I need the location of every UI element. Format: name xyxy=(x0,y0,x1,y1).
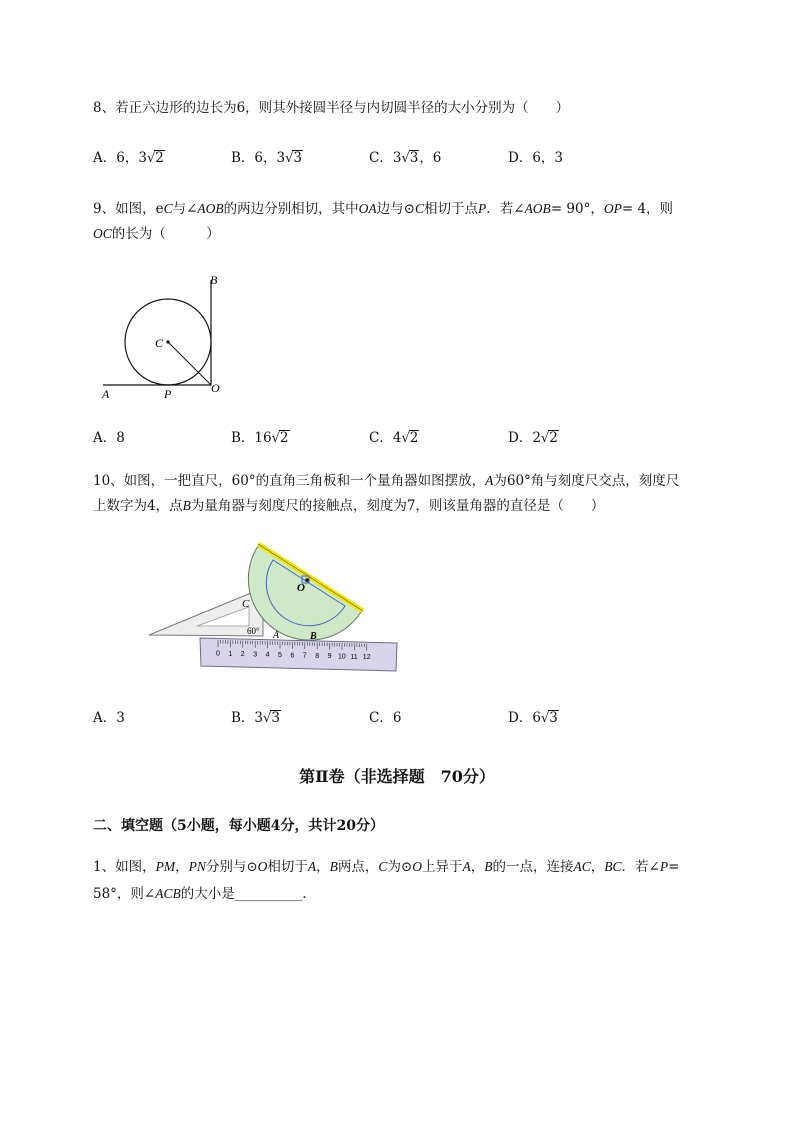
f1-pm: PM xyxy=(155,859,176,874)
q9-option-d[interactable]: D．2√2 xyxy=(508,430,558,446)
q8-option-a-label: A．6，3 xyxy=(93,150,147,166)
q9-option-b-label: B． xyxy=(231,430,255,446)
q10-t2: A xyxy=(485,473,494,488)
q9-option-c-radicand: 2 xyxy=(409,430,419,446)
f1-d: 相切于 xyxy=(267,859,308,875)
q9-option-c-label: C． xyxy=(369,430,393,446)
q10-option-a-label: A．3 xyxy=(93,710,125,726)
q8-option-d-label: D．6，3 xyxy=(508,150,564,166)
f1-i: ， xyxy=(470,859,485,875)
f1-B2: B xyxy=(484,859,493,874)
q9-t10: 相切于点 xyxy=(424,201,478,217)
f1-k: ， xyxy=(590,859,605,875)
ruler-tick-label: 7 xyxy=(302,652,307,660)
q9-t13: AOB xyxy=(524,201,551,216)
f1-acb: ACB xyxy=(155,886,181,901)
q9-option-b[interactable]: B．16√2 xyxy=(231,430,289,446)
ruler-tick-label: 9 xyxy=(327,653,332,661)
q9-t8: 边与⊙ xyxy=(376,201,415,217)
f1-A: A xyxy=(307,859,317,874)
ruler-tick-label: 3 xyxy=(253,651,258,659)
q8-option-c[interactable]: C．3√3，6 xyxy=(369,150,442,166)
q10-label-o: O xyxy=(297,582,305,594)
ruler-tick-label: 11 xyxy=(350,653,358,661)
q10-option-d[interactable]: D．6√3 xyxy=(508,710,558,726)
q8-option-c-radicand: 3 xyxy=(409,150,419,166)
q9-label-b: B xyxy=(210,273,218,287)
q9-t15: OP xyxy=(603,201,622,216)
q10-t6: 为量角器与刻度尺的接触点，刻度为7，则该量角器的直径是（ ） xyxy=(190,498,605,514)
q9-option-d-radicand: 2 xyxy=(549,430,558,446)
q9-t3: C xyxy=(163,201,173,216)
q8-number: 8 xyxy=(93,100,102,116)
q9-t6: 的两边分别相切，其中 xyxy=(223,201,359,217)
q9-label-p: P xyxy=(164,387,172,401)
section-title: 第Ⅱ卷（非选择题 70分） xyxy=(299,767,495,786)
q9-t1: 9、如图， xyxy=(93,201,156,217)
f1-bc: BC xyxy=(604,859,622,874)
f1-l2a: 58°，则∠ xyxy=(93,886,156,902)
q9-option-a-label: A．8 xyxy=(93,430,125,446)
q9-option-c-coef: 4 xyxy=(392,430,402,446)
f1-answer-blank[interactable]: 的大小是__________. xyxy=(180,886,307,902)
f1-C: C xyxy=(378,859,388,874)
f1-l: ．若∠ xyxy=(621,859,660,875)
f1-o2: O xyxy=(412,859,422,874)
f1-e: ， xyxy=(316,859,330,875)
q9-label-a: A xyxy=(102,387,110,401)
f1-m: = xyxy=(668,859,680,875)
ruler-tick-label: 1 xyxy=(228,650,233,658)
f1-h: 上异于 xyxy=(422,859,463,875)
q10-option-c[interactable] xyxy=(369,708,401,728)
ruler-tick-label: 0 xyxy=(216,650,220,658)
fill1-line2 xyxy=(93,884,307,904)
q8-option-a[interactable]: A．6，3√2 xyxy=(93,150,164,166)
q9-stem-line2 xyxy=(93,224,220,244)
f1-f: 两点， xyxy=(337,859,379,875)
q10-label-b: B xyxy=(310,631,317,642)
q9-t2: e xyxy=(155,201,164,217)
ruler-tick-label: 4 xyxy=(265,651,270,659)
q10-label-c: C xyxy=(242,598,250,610)
q9-t9: C xyxy=(414,201,424,216)
q10-option-b-label: B． xyxy=(231,710,255,726)
q10-t4: 上数字为4，点 xyxy=(93,498,183,514)
f1-ac: AC xyxy=(573,859,591,874)
q10-t3: 为60°角与刻度尺交点，刻度尺 xyxy=(493,473,680,489)
ruler-tick-label: 8 xyxy=(315,652,320,660)
q9-oc: OC xyxy=(93,226,112,241)
fill1-line1 xyxy=(93,857,679,877)
q8-stem xyxy=(93,98,569,118)
q10-option-b-coef: 3 xyxy=(254,710,264,726)
q9-option-b-coef: 16 xyxy=(254,430,272,446)
q9-option-c[interactable]: C．4√2 xyxy=(369,430,419,446)
q10-label-a: A xyxy=(273,630,280,641)
q8-option-c-after: ，6 xyxy=(419,150,442,166)
q10-stem-line2 xyxy=(93,496,604,516)
q9-option-d-label: D． xyxy=(508,430,533,446)
f1-P: P xyxy=(659,859,669,874)
q9-center-point xyxy=(166,340,169,343)
q9-t4: 与∠ xyxy=(172,201,198,217)
f1-a: 1、如图， xyxy=(93,859,156,875)
ruler-tick-label: 2 xyxy=(240,651,245,659)
q10-option-d-radicand: 3 xyxy=(549,710,558,726)
q10-option-c-label: C．6 xyxy=(369,710,402,726)
q10-option-d-coef: 6 xyxy=(532,710,541,726)
q9-t14: = 90°， xyxy=(550,201,604,217)
q8-option-c-label: C．3 xyxy=(369,150,402,166)
ruler-tick-label: 12 xyxy=(362,654,371,662)
q10-point-o xyxy=(305,578,309,582)
q10-option-b[interactable]: B．3√3 xyxy=(231,710,280,726)
q10-figure xyxy=(145,540,405,675)
q8-option-a-radicand: 2 xyxy=(155,150,164,166)
q8-option-b-label: B．6，3 xyxy=(231,150,286,166)
f1-o: O xyxy=(257,859,268,874)
q10-label-angle: 60° xyxy=(247,626,260,636)
f1-g: 为⊙ xyxy=(387,859,413,875)
ruler-tick-label: 6 xyxy=(290,652,295,660)
f1-B: B xyxy=(329,859,338,874)
q9-option-a[interactable] xyxy=(93,428,125,448)
q10-stem-line1 xyxy=(93,471,679,491)
f1-b: ， xyxy=(175,859,189,875)
q9-label-c: C xyxy=(155,336,164,350)
q10-t1: 10、如图，一把直尺，60°的直角三角板和一个量角器如图摆放， xyxy=(93,473,486,489)
q9-t16: = 4，则 xyxy=(621,201,674,217)
q9-t11: P xyxy=(478,201,487,216)
q9-label-o: O xyxy=(211,381,220,395)
q9-figure xyxy=(95,270,235,405)
f1-A2: A xyxy=(462,859,471,874)
q8-text: 、若正六边形的边长为6，则其外接圆半径与内切圆半径的大小分别为（ ） xyxy=(101,100,570,116)
ruler-tick-label: 10 xyxy=(338,653,346,661)
q9-t5: AOB xyxy=(197,201,224,216)
q10-option-a[interactable] xyxy=(93,708,125,728)
f1-c: 分别与⊙ xyxy=(205,859,258,875)
q9-line2-text: 的长为（ ） xyxy=(111,226,220,242)
q10-option-b-radicand: 3 xyxy=(271,710,280,726)
q10-t5: B xyxy=(182,498,191,513)
ruler-tick-label: 5 xyxy=(278,652,282,659)
q8-option-d[interactable] xyxy=(508,148,563,168)
q9-option-b-radicand: 2 xyxy=(279,430,289,446)
q9-option-d-coef: 2 xyxy=(532,430,541,446)
q9-t12: ．若∠ xyxy=(486,201,525,217)
q8-option-b[interactable]: B．6，3√3 xyxy=(231,150,302,166)
q9-stem-line1 xyxy=(93,199,673,219)
q10-option-d-label: D． xyxy=(508,710,533,726)
q9-t7: OA xyxy=(358,201,377,216)
q8-option-b-radicand: 3 xyxy=(293,150,302,166)
part-title: 二、填空题（5小题，每小题4分，共计20分） xyxy=(93,818,384,834)
f1-pn: PN xyxy=(188,859,206,874)
f1-j: 的一点，连接 xyxy=(492,859,574,875)
